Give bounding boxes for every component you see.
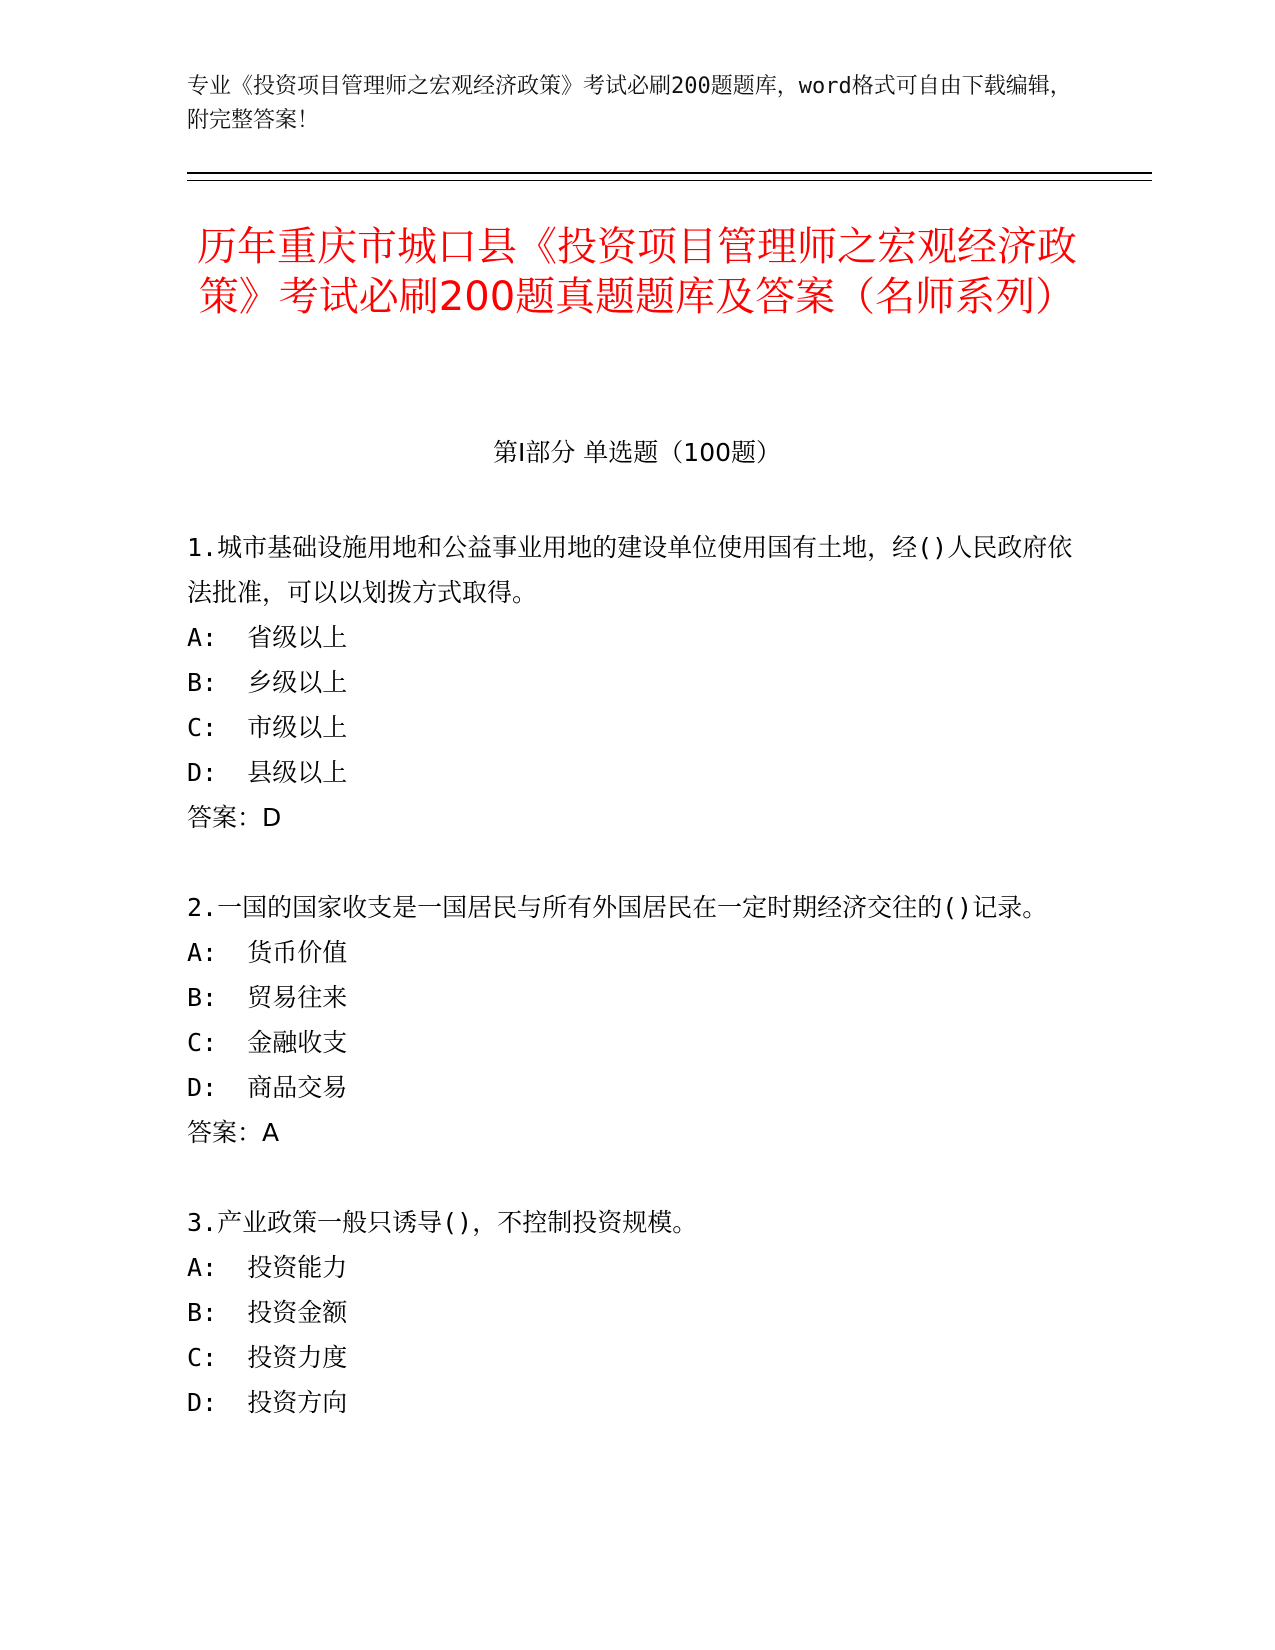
option-b: B: 投资金额 bbox=[187, 1298, 348, 1327]
question-3 bbox=[187, 1200, 1087, 1425]
option-b: B: 乡级以上 bbox=[187, 668, 348, 697]
option-d: D: 商品交易 bbox=[187, 1073, 348, 1102]
option-d: D: 投资方向 bbox=[187, 1388, 348, 1417]
option-b: B: 贸易往来 bbox=[187, 983, 348, 1012]
option-d: D: 县级以上 bbox=[187, 758, 348, 787]
section-title: 第Ⅰ部分 单选题（100题） bbox=[492, 438, 782, 467]
header-rule-thin bbox=[187, 180, 1152, 181]
question-list bbox=[187, 525, 1087, 1470]
question-text: 1.城市基础设施用地和公益事业用地的建设单位使用国有土地，经()人民政府依法批准，可以以划拨方式取得。 bbox=[187, 533, 1073, 607]
option-c: C: 投资力度 bbox=[187, 1343, 348, 1372]
answer: 答案：A bbox=[187, 1118, 280, 1147]
option-a: A: 省级以上 bbox=[187, 623, 348, 652]
option-c: C: 市级以上 bbox=[187, 713, 348, 742]
header-rule-thick bbox=[187, 172, 1152, 174]
question-2 bbox=[187, 885, 1087, 1155]
question-text: 3.产业政策一般只诱导()，不控制投资规模。 bbox=[187, 1208, 698, 1237]
option-c: C: 金融收支 bbox=[187, 1028, 348, 1057]
option-a: A: 货币价值 bbox=[187, 938, 348, 967]
answer: 答案：D bbox=[187, 803, 282, 832]
question-1 bbox=[187, 525, 1087, 840]
header-note: 专业《投资项目管理师之宏观经济政策》考试必刷200题题库，word格式可自由下载编辑，附完整答案！ bbox=[187, 74, 1072, 133]
document-title: 历年重庆市城口县《投资项目管理师之宏观经济政策》考试必刷200题真题题库及答案（名师系列） bbox=[197, 224, 1077, 320]
option-a: A: 投资能力 bbox=[187, 1253, 348, 1282]
question-text: 2.一国的国家收支是一国居民与所有外国居民在一定时期经济交往的()记录。 bbox=[187, 893, 1048, 922]
